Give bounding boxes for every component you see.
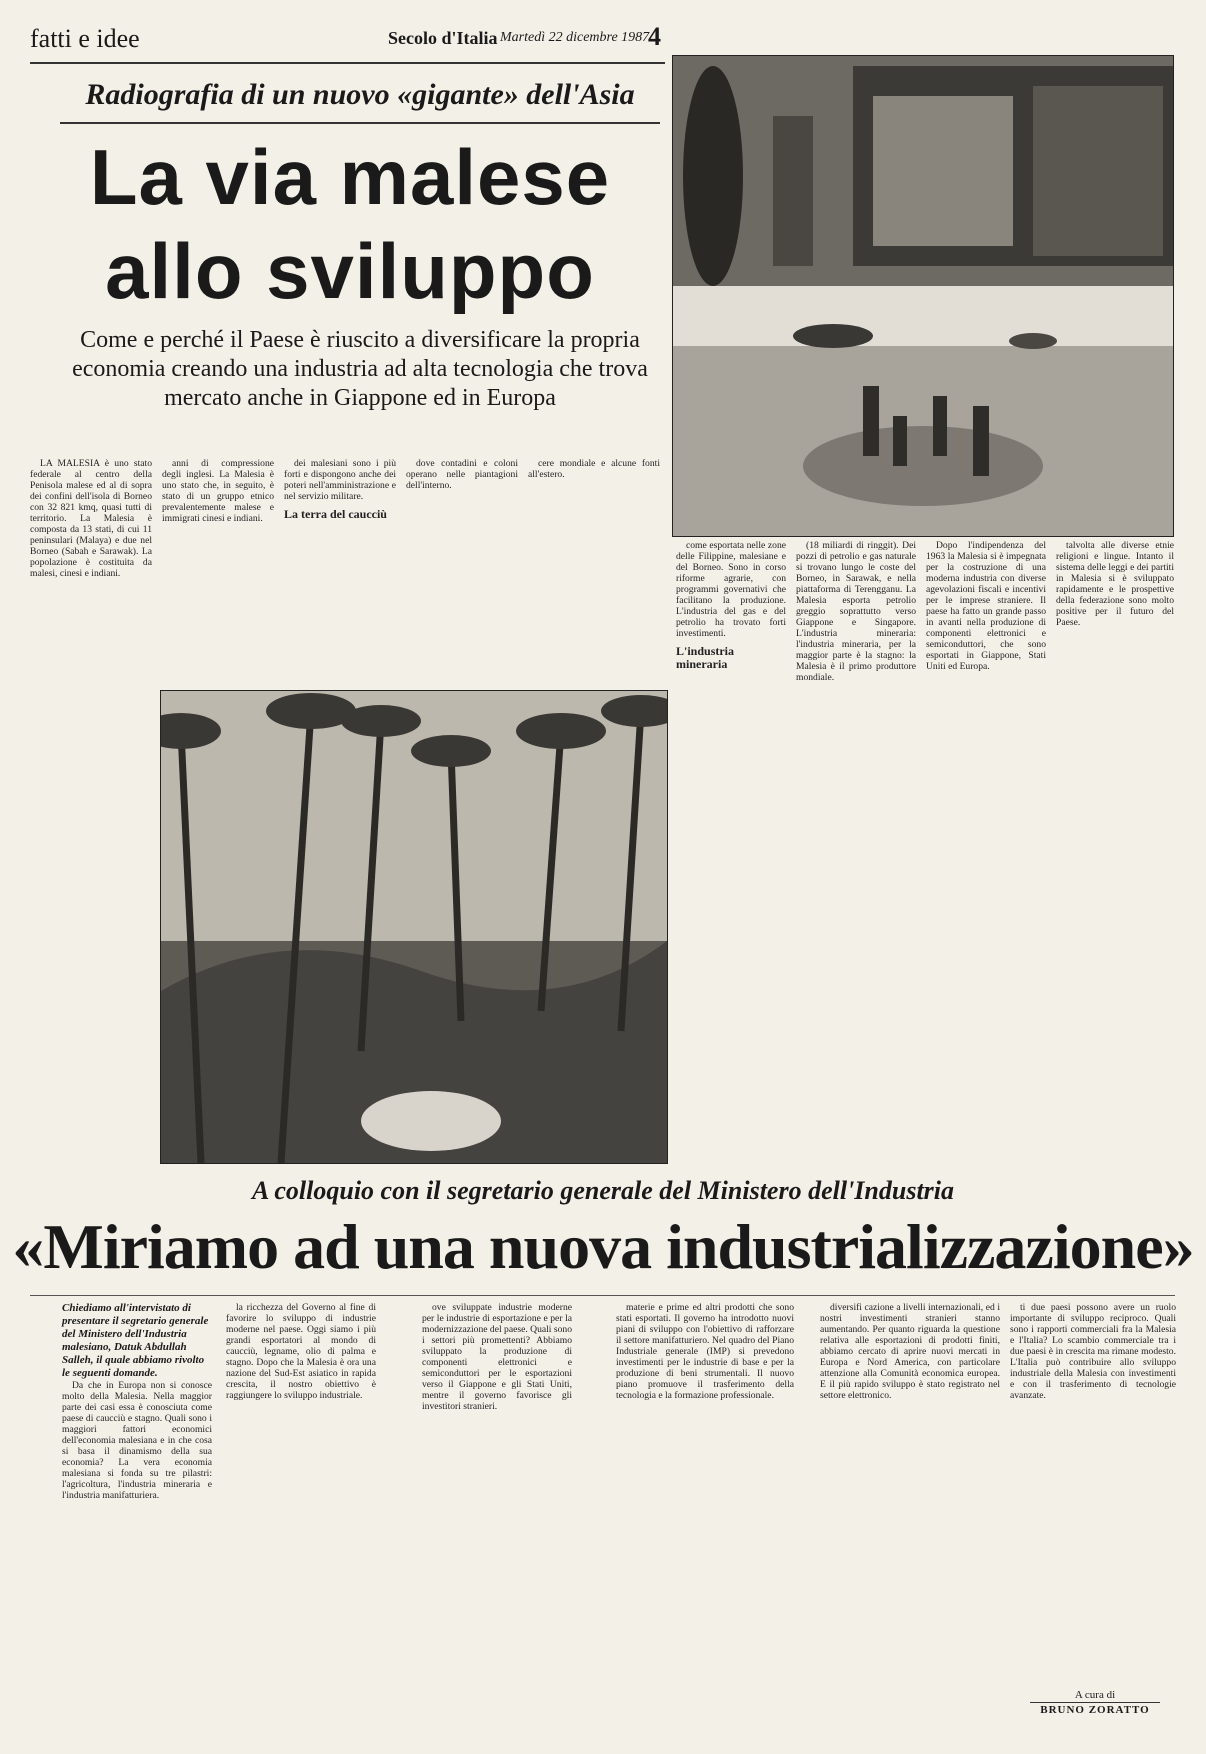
article2-column-6 [1010, 1302, 1176, 1682]
newspaper-name: Secolo d'Italia [388, 28, 498, 48]
subhead-rubber: La terra del caucciù [284, 507, 387, 521]
column-text: cere mondiale e alcune fonti all'estero. [528, 458, 660, 480]
article1-column-8 [926, 540, 1046, 1160]
article1-column-5 [528, 458, 660, 683]
palm-plantation-photo [160, 690, 668, 1164]
header-rule [30, 62, 665, 64]
column-text: come esportata nelle zone delle Filippine, malesiane e del Borneo. Sono in corso riforme agrarie, con programmi governativi che facilitano la produzione. L'industria del gas e del petrolio ha trovato forti investimenti. [676, 540, 786, 639]
article2-column-2 [226, 1302, 376, 1742]
column-text: la ricchezza del Governo al fine di favorire lo sviluppo di industrie moderne nel paese. Oggi siamo i più grandi esportatori al mondo di caucciù, legname, olio di palma e stagno. Dopo che la Malesia è ora una nazione del Sud-Est asiatico in rapida crescita, il nostro obiettivo è raggiungere lo sviluppo industriale. [226, 1302, 376, 1401]
article1-column-1 [30, 458, 152, 1158]
column-text: Dopo l'indipendenza del 1963 la Malesia si è impegnata per la costruzione di una moderna industria con diverse agevolazioni fiscali e incentivi per le imprese straniere. Il paese ha fatto un grande passo in avanti nella produzione di componenti elettronici e semiconduttori, che sono esportati in Giappone, Stati Uniti ed Europa. [926, 540, 1046, 672]
column-text: (18 miliardi di ringgit). Dei pozzi di petrolio e gas naturale si trovano lungo le coste del Borneo, in Sarawak, e nella piattaforma di Terengganu. La Malesia esporta petrolio greggio soprattutto verso Giappone e Singapore. L'industria mineraria: l'industria mineraria, per la maggior parte è la stagno: la Malesia è il primo produttore mondiale. [796, 540, 916, 683]
article1-column-4 [406, 458, 518, 683]
headline-line-1: La via malese [89, 133, 611, 221]
column-text: diversifi cazione a livelli internazionali, ed i nostri investimenti stranieri stanno aumentando. Per quanto riguarda la questione relativa alle esportazioni di prodotti finiti, abbiamo cercato di aprire nuovi mercati in Europa e Nord America, con particolare attenzione alla Comunità economica europea. E il più rapido sviluppo è stato registrato nel settore elettronico. [820, 1302, 1000, 1401]
article1-kicker: Radiografia di un nuovo «gigante» dell'Asia [85, 78, 635, 111]
column-text: talvolta alle diverse etnie religioni e lingue. Intanto il sistema delle leggi e dei partiti in Malesia si è sviluppato rapidamente e le prospettive della federazione sono molto positive per il futuro del Paese. [1056, 540, 1174, 628]
article1-column-6 [676, 540, 786, 1160]
column-text: dei malesiani sono i più forti e dispongono anche dei poteri nell'amministrazione e nel servizio militare. [284, 458, 396, 502]
article2-column-1 [62, 1380, 212, 1740]
page-number: 4 [648, 22, 661, 51]
article1-column-7 [796, 540, 916, 1160]
section-label: fatti e idee [30, 24, 140, 53]
column-text: anni di compressione degli inglesi. La Malesia è uno stato che, in seguito, è stato di un gruppo etnico prevalentemente malese e immigrati cinesi e indiani. [162, 458, 274, 524]
market-beach-photo [672, 55, 1174, 537]
article1-column-9 [1056, 540, 1174, 1160]
column-text: Da che in Europa non si conosce molto della Malesia. Nella maggior parte dei casi essa è conosciuta come paese di caucciù e stagno. Quali sono i maggiori fattori economici dell'economia malesiana e in che cosa si basa il dinamismo della sua economia? La vera economia malesiana si fonda su tre pilastri: l'agricoltura, l'industria mineraria e l'industria manifatturiera. [62, 1380, 212, 1501]
article2-intro: Chiediamo all'intervistato di presentare il segretario generale del Ministero dell'Industria malesiano, Datuk Abdullah Salleh, il quale abbiamo rivolto le seguenti domande. [62, 1302, 209, 1379]
column-text: ove sviluppate industrie moderne per le industrie di esportazione e per la modernizzazione del paese. Quali sono i settori più promettenti? Abbiamo sviluppato la produzione di componenti elettronici e semiconduttori per le esportazioni verso il Giappone e gli Stati Uniti, mentre il governo favorisce gli investitori stranieri. [422, 1302, 572, 1412]
column-text: dove contadini e coloni operano nelle piantagioni dell'interno. [406, 458, 518, 491]
headline-line-2: allo sviluppo [105, 227, 595, 315]
interview-rule [30, 1295, 1175, 1296]
column-text: materie e prime ed altri prodotti che sono stati esportati. Il governo ha introdotto nuovi piani di sviluppo con l'obiettivo di rafforzare il settore manifatturiero. Nel quadro del Piano Industriale generale (IMP) si prevedono investimenti per le industrie di base e per la produzione di beni strumentali. Il nuovo piano promuove il trasferimento della tecnologia e la formazione professionale. [616, 1302, 794, 1401]
credit-author: BRUNO ZORATTO [1030, 1702, 1160, 1717]
article1-column-2 [162, 458, 274, 683]
article2-column-4 [616, 1302, 794, 1742]
article1-headline [40, 130, 660, 318]
issue-date: Martedì 22 dicembre 1987 [500, 30, 650, 45]
article2-kicker: A colloquio con il segretario generale del Ministero dell'Industria [251, 1176, 955, 1205]
article2-headline: «Miriamo ad una nuova industrializzazione» [12, 1211, 1194, 1282]
author-credit [1030, 1688, 1160, 1717]
article1-deck: Come e perché il Paese è riuscito a diversificare la propria economia creando una industria ad alta tecnologia che trova mercato anche in Giappone ed in Europa [72, 327, 648, 411]
credit-label: A cura di [1074, 1689, 1116, 1701]
article1-column-3 [284, 458, 396, 683]
column-text: LA MALESIA è uno stato federale al centro della Penisola malese ed al di sopra dei confini dell'isola di Borneo con 32 821 kmq, quasi tutti di territorio. La Malesia è composta da 13 stati, di cui 11 peninsulari (Malaya) e due nel Borneo (Sabah e Sarawak). La popolazione è costituita da malesi, cinesi e indiani. [30, 458, 152, 579]
article2-column-5 [820, 1302, 1000, 1742]
subhead-mining: L'industria mineraria [676, 644, 735, 671]
column-text: ti due paesi possono avere un ruolo importante di sviluppo reciproco. Quali sono i rapporti commerciali fra la Malesia e l'Italia? Lo scambio commerciale tra i due paesi è in crescita ma rimane modesto. L'Italia può contribuire allo sviluppo industriale della Malesia con investimenti e con il trasferimento di tecnologie avanzate. [1010, 1302, 1176, 1401]
article2-column-3 [422, 1302, 572, 1742]
kicker-rule [60, 122, 660, 124]
